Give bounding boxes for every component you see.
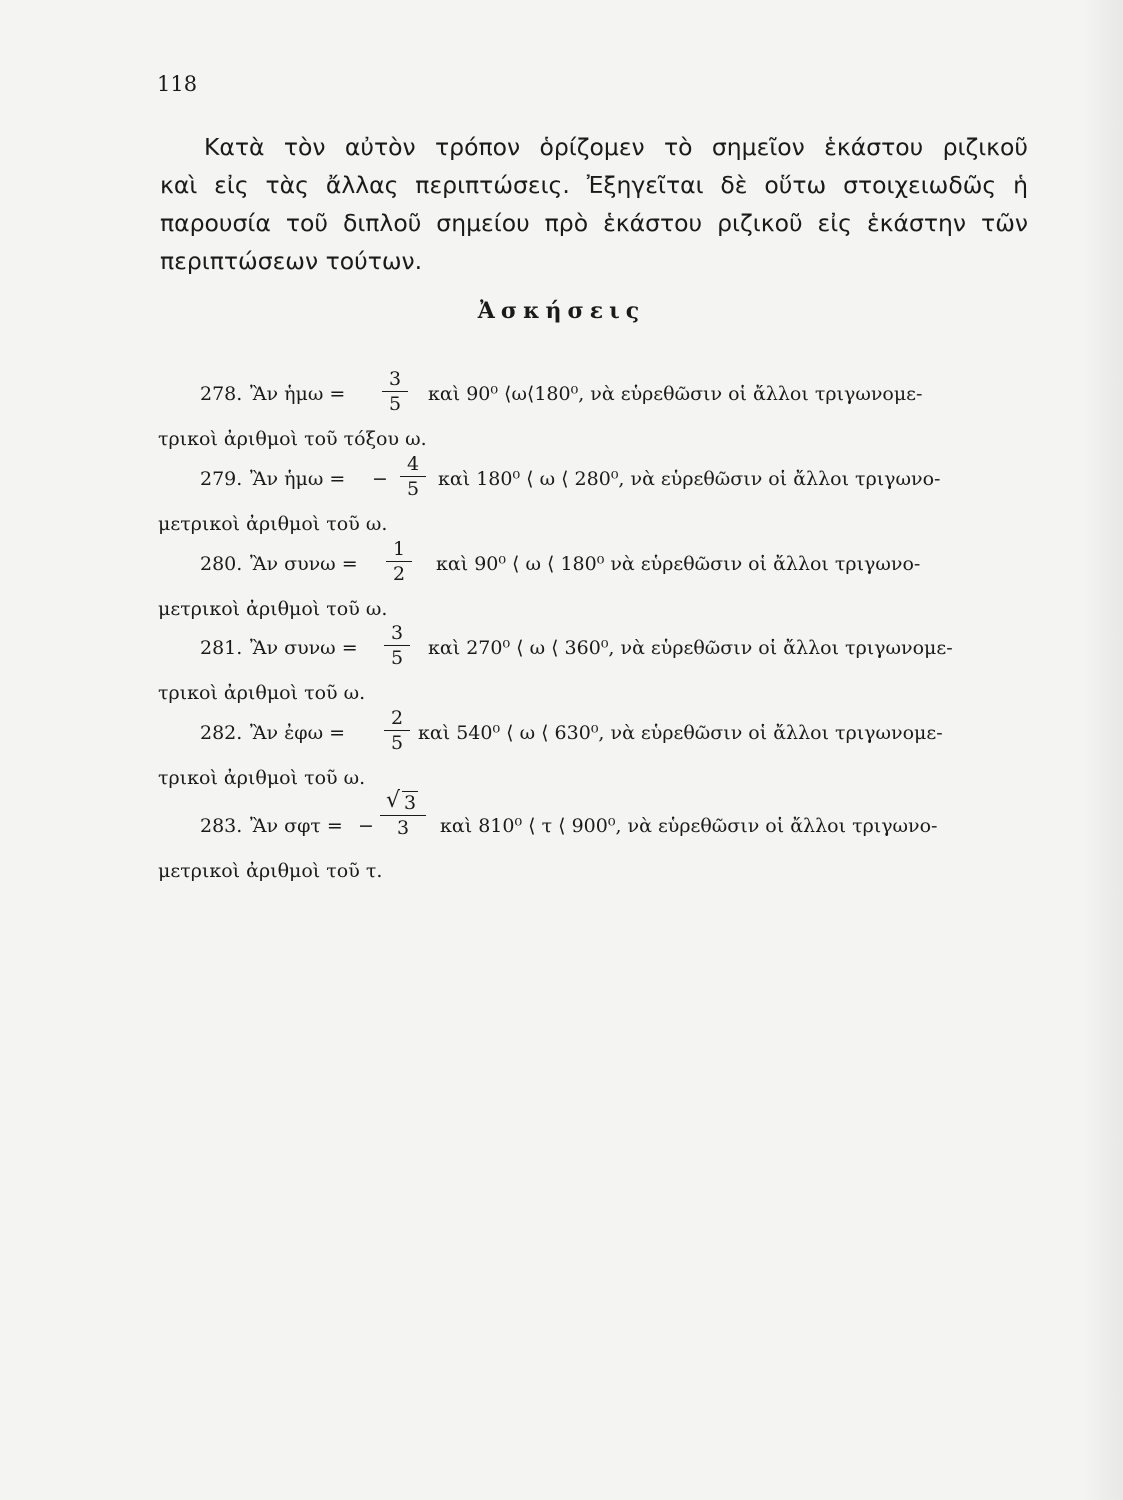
intro-line-2: καὶ εἰς τὰς ἄλλας περιπτώσεις. Ἐξηγεῖται δὲ οὕτω στοιχειωδῶς ἡ	[160, 171, 1028, 199]
exercise-lead: Ἂν ἡμω =	[250, 383, 346, 405]
minus-sign: −	[358, 815, 374, 837]
exercise-lead: Ἂν συνω =	[250, 637, 358, 659]
fraction-bar	[384, 730, 410, 731]
fraction-numerator: 2	[390, 707, 404, 729]
square-root-icon	[388, 792, 418, 814]
exercises-heading: Ἀσκήσεις	[477, 298, 646, 324]
exercise-continuation: μετρικοὶ ἀριθμοὶ τοῦ ω.	[158, 598, 388, 620]
fraction-bar	[380, 815, 426, 816]
exercise-number: 280.	[200, 553, 243, 575]
fraction-denominator: 5	[390, 647, 404, 669]
exercise-condition: καὶ 180⁰ ⟨ ω ⟨ 280⁰, νὰ εὑρεθῶσιν οἱ ἄλλοι τριγωνο-	[438, 468, 941, 490]
exercise-continuation: μετρικοὶ ἀριθμοὶ τοῦ ω.	[158, 513, 388, 535]
page-number: 118	[157, 72, 198, 96]
exercise-lead: Ἂν συνω =	[250, 553, 358, 575]
fraction-bar	[384, 645, 410, 646]
intro-line-4: περιπτώσεων τούτων.	[160, 247, 423, 275]
fraction-numerator: 1	[392, 538, 406, 560]
exercise-number: 278.	[200, 383, 243, 405]
exercise-number: 282.	[200, 722, 243, 744]
minus-sign: −	[372, 468, 388, 490]
fraction-numerator	[380, 792, 426, 814]
exercise-condition: καὶ 270⁰ ⟨ ω ⟨ 360⁰, νὰ εὑρεθῶσιν οἱ ἄλλοι τριγωνομε-	[428, 637, 953, 659]
exercise-condition: καὶ 90⁰ ⟨ ω ⟨ 180⁰ νὰ εὑρεθῶσιν οἱ ἄλλοι τριγωνο-	[436, 553, 921, 575]
exercise-lead: Ἂν σφτ =	[250, 815, 343, 837]
fraction-denominator: 2	[392, 563, 406, 585]
fraction-bar	[400, 476, 426, 477]
intro-line-1: Κατὰ τὸν αὐτὸν τρόπον ὁρίζομεν τὸ σημεῖον ἑκάστου ριζικοῦ	[204, 133, 1028, 161]
fraction-bar	[386, 561, 412, 562]
fraction	[400, 453, 426, 500]
fraction-numerator: 3	[390, 622, 404, 644]
exercise-continuation: μετρικοὶ ἀριθμοὶ τοῦ τ.	[158, 860, 383, 882]
exercise-number: 283.	[200, 815, 243, 837]
fraction	[382, 368, 408, 415]
intro-paragraph	[160, 128, 1028, 280]
fraction	[386, 538, 412, 585]
exercise-continuation: τρικοὶ ἀριθμοὶ τοῦ ω.	[158, 682, 366, 704]
fraction-numerator: 4	[406, 453, 420, 475]
exercise-continuation: τρικοὶ ἀριθμοὶ τοῦ ω.	[158, 767, 366, 789]
intro-line-3: παρουσία τοῦ διπλοῦ σημείου πρὸ ἑκάστου ριζικοῦ εἰς ἑκάστην τῶν	[160, 209, 1028, 237]
fraction-bar	[382, 391, 408, 392]
exercise-condition: καὶ 540⁰ ⟨ ω ⟨ 630⁰, νὰ εὑρεθῶσιν οἱ ἄλλοι τριγωνομε-	[418, 722, 943, 744]
fraction-denominator: 5	[388, 393, 402, 415]
radicand: 3	[403, 792, 417, 814]
exercise-number: 279.	[200, 468, 243, 490]
fraction	[380, 792, 426, 839]
fraction-numerator: 3	[388, 368, 402, 390]
exercise-lead: Ἂν ἐφω =	[250, 722, 346, 744]
exercise-condition: καὶ 810⁰ ⟨ τ ⟨ 900⁰, νὰ εὑρεθῶσιν οἱ ἄλλοι τριγωνο-	[440, 815, 938, 837]
exercise-condition: καὶ 90⁰ ⟨ω⟨180⁰, νὰ εὑρεθῶσιν οἱ ἄλλοι τριγωνομε-	[428, 383, 923, 405]
fraction	[384, 622, 410, 669]
exercise-number: 281.	[200, 637, 243, 659]
fraction-denominator: 5	[390, 732, 404, 754]
fraction-denominator: 5	[406, 478, 420, 500]
fraction-denominator: 3	[396, 817, 410, 839]
page-edge-shadow	[1083, 0, 1123, 1500]
fraction	[384, 707, 410, 754]
exercise-continuation: τρικοὶ ἀριθμοὶ τοῦ τόξου ω.	[158, 428, 427, 450]
exercise-lead: Ἂν ἡμω =	[250, 468, 346, 490]
